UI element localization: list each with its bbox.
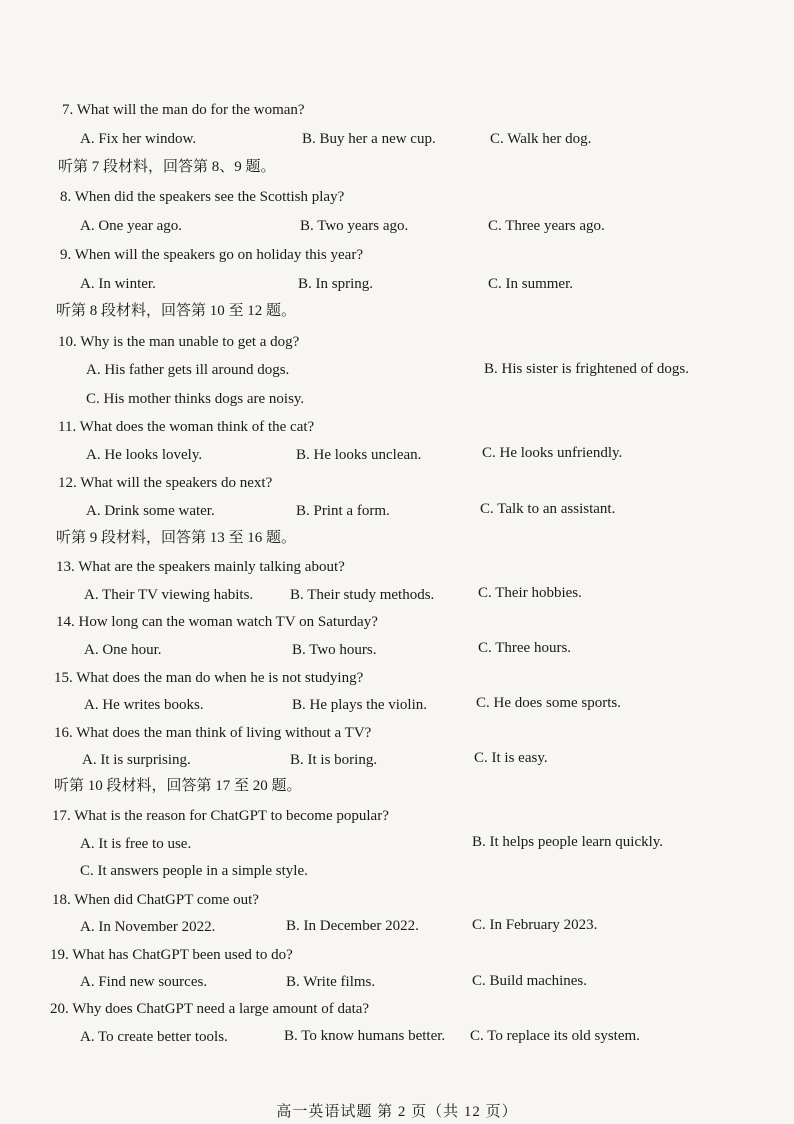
option-14c: C. Three hours. <box>478 640 572 656</box>
option-18b: B. In December 2022. <box>286 918 419 934</box>
option-12c: C. Talk to an assistant. <box>480 501 616 517</box>
option-7c: C. Walk her dog. <box>490 131 592 147</box>
option-8a: A. One year ago. <box>80 218 183 234</box>
option-16b: B. It is boring. <box>290 752 378 768</box>
question-19: 19. What has ChatGPT been used to do? <box>50 947 293 963</box>
option-11b: B. He looks unclean. <box>296 447 422 463</box>
option-15a: A. He writes books. <box>84 697 204 713</box>
option-11c: C. He looks unfriendly. <box>482 445 623 461</box>
question-7: 7. What will the man do for the woman? <box>62 102 305 118</box>
question-9: 9. When will the speakers go on holiday this year? <box>60 247 363 263</box>
section-heading-8: 听第 8 段材料，回答第 10 至 12 题。 <box>56 303 297 319</box>
option-15c: C. He does some sports. <box>476 695 621 711</box>
option-12a: A. Drink some water. <box>86 503 215 519</box>
option-16a: A. It is surprising. <box>82 752 191 768</box>
option-18a: A. In November 2022. <box>80 919 216 935</box>
option-20c: C. To replace its old system. <box>470 1028 640 1044</box>
section-heading-10: 听第 10 段材料，回答第 17 至 20 题。 <box>54 778 302 794</box>
question-18: 18. When did ChatGPT come out? <box>52 892 259 908</box>
option-18c: C. In February 2023. <box>472 917 598 933</box>
option-14a: A. One hour. <box>84 642 162 658</box>
section-heading-9: 听第 9 段材料，回答第 13 至 16 题。 <box>56 530 297 546</box>
option-12b: B. Print a form. <box>296 503 390 519</box>
question-12: 12. What will the speakers do next? <box>58 475 273 491</box>
question-20: 20. Why does ChatGPT need a large amount of data? <box>50 1001 370 1017</box>
option-7a: A. Fix her window. <box>80 131 197 147</box>
option-17a: A. It is free to use. <box>80 836 192 852</box>
option-9b: B. In spring. <box>298 276 373 292</box>
option-10a: A. His father gets ill around dogs. <box>86 362 290 378</box>
option-20a: A. To create better tools. <box>80 1029 228 1045</box>
option-19a: A. Find new sources. <box>80 974 208 990</box>
question-13: 13. What are the speakers mainly talking about? <box>56 559 345 575</box>
option-10b: B. His sister is frightened of dogs. <box>484 361 689 377</box>
question-8: 8. When did the speakers see the Scottish play? <box>60 189 345 205</box>
section-heading-7: 听第 7 段材料，回答第 8、9 题。 <box>58 159 276 175</box>
option-15b: B. He plays the violin. <box>292 697 427 713</box>
option-17b: B. It helps people learn quickly. <box>472 834 664 850</box>
option-9a: A. In winter. <box>80 276 156 292</box>
option-9c: C. In summer. <box>488 276 573 292</box>
option-8c: C. Three years ago. <box>488 218 605 234</box>
option-7b: B. Buy her a new cup. <box>302 131 436 147</box>
option-19c: C. Build machines. <box>472 973 587 989</box>
option-17c: C. It answers people in a simple style. <box>80 863 308 879</box>
option-14b: B. Two hours. <box>292 642 377 658</box>
question-14: 14. How long can the woman watch TV on Saturday? <box>56 614 378 630</box>
option-11a: A. He looks lovely. <box>86 447 203 463</box>
option-13a: A. Their TV viewing habits. <box>84 587 254 603</box>
question-17: 17. What is the reason for ChatGPT to become popular? <box>52 808 389 824</box>
option-13c: C. Their hobbies. <box>478 585 582 601</box>
page-footer: 高一英语试题 第 2 页（共 12 页） <box>276 1104 518 1120</box>
question-10: 10. Why is the man unable to get a dog? <box>58 334 300 350</box>
question-16: 16. What does the man think of living without a TV? <box>54 725 372 741</box>
option-8b: B. Two years ago. <box>300 218 409 234</box>
option-19b: B. Write films. <box>286 974 376 990</box>
option-20b: B. To know humans better. <box>284 1028 446 1044</box>
question-11: 11. What does the woman think of the cat? <box>58 419 315 435</box>
option-13b: B. Their study methods. <box>290 587 435 603</box>
question-15: 15. What does the man do when he is not studying? <box>54 670 364 686</box>
option-10c: C. His mother thinks dogs are noisy. <box>86 391 305 407</box>
option-16c: C. It is easy. <box>474 750 548 766</box>
